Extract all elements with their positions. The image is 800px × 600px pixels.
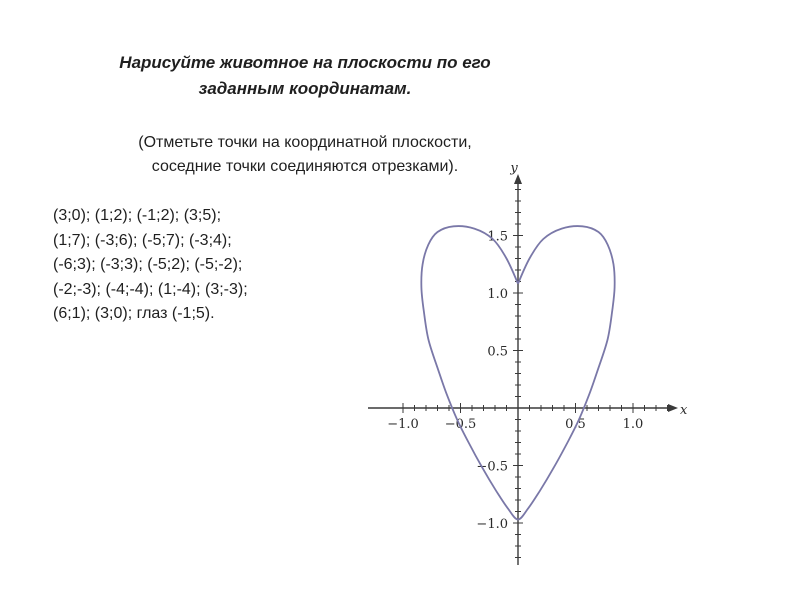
task-instructions-line-2: соседние точки соединяются отрезками).	[151, 158, 459, 175]
task-title-line-1: Нарисуйте животное на плоскости по его	[119, 53, 491, 72]
x-tick-label: −1.0	[387, 417, 419, 432]
y-tick-label: −1.0	[476, 517, 508, 532]
x-axis-arrow	[668, 404, 678, 412]
coordinate-line: (-6;3); (-3;3); (-5;2); (-5;-2);	[53, 256, 243, 273]
y-tick-label: 1.5	[487, 229, 508, 245]
y-tick-label: 0.5	[487, 344, 508, 360]
x-tick-label: 1.0	[622, 417, 644, 432]
y-tick-label: 1.0	[487, 287, 508, 302]
y-tick-label: −0.5	[476, 459, 508, 475]
y-axis-label: y	[510, 161, 518, 176]
task-instructions-line-1: (Отметьте точки на координатной плоскости,	[138, 134, 472, 151]
coordinate-line: (-2;-3); (-4;-4); (1;-4); (3;-3);	[53, 280, 248, 298]
coordinate-line: (1;7); (-3;6); (-5;7); (-3;4);	[53, 231, 232, 249]
task-title-line-2: заданным координатам.	[198, 79, 412, 98]
x-tick-label: 0.5	[565, 417, 586, 432]
x-tick-label: −0.5	[444, 417, 477, 432]
coordinate-line: (6;1); (3;0); глаз (-1;5).	[53, 305, 215, 322]
coordinate-line: (3;0); (1;2); (-1;2); (3;5);	[53, 207, 222, 224]
x-axis-label: x	[680, 403, 688, 418]
